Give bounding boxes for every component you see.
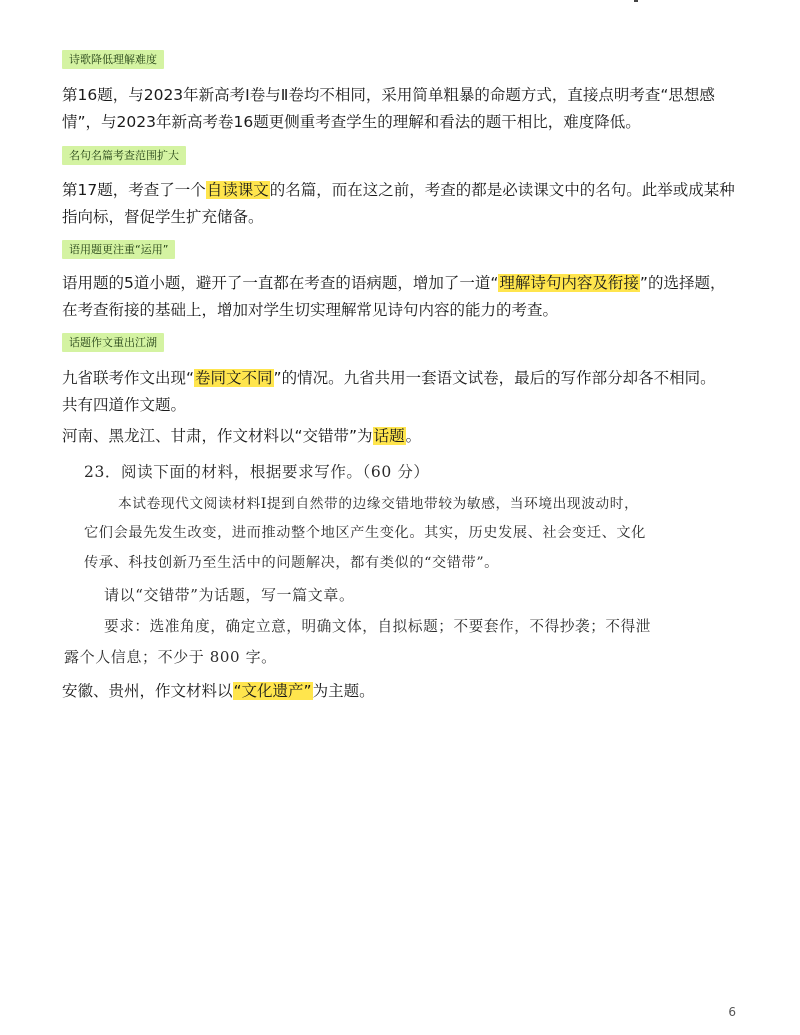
paragraph-line: 在考查衔接的基础上，增加对学生切实理解常见诗句内容的能力的考查。: [62, 301, 559, 319]
question-requirements: 要求：选准角度，确定立意，明确文体，自拟标题；不要套作，不得抄袭；不得泄: [104, 618, 651, 635]
question-instruction: 请以“交错带”为话题，写一篇文章。: [104, 586, 355, 604]
top-edge-mark: [634, 0, 638, 2]
section-tag-famous-lines: 名句名篇考查范围扩大: [62, 146, 186, 165]
question-material-line: 它们会最先发生改变，进而推动整个地区产生变化。其实，历史发展、社会变迁、文化: [84, 525, 646, 541]
text-segment: 安徽、贵州，作文材料以: [62, 682, 233, 700]
text-segment: 九省联考作文出现“: [62, 369, 195, 387]
paragraph-line: 共有四道作文题。: [62, 396, 187, 414]
question-material-line: 本试卷现代文阅读材料Ⅰ提到自然带的边缘交错地带较为敏感，当环境出现波动时，: [118, 496, 639, 512]
paragraph-line: 指向标，督促学生扩充储备。: [62, 208, 264, 226]
paragraph-anhui: [62, 678, 742, 705]
text-segment: 语用题的5道小题，避开了一直都在考查的语病题，增加了一道“: [62, 274, 499, 292]
paragraph-line: 第16题，与2023年新高考Ⅰ卷与Ⅱ卷均不相同，采用简单粗暴的命题方式，直接点明考查“思想感: [62, 86, 715, 104]
highlight-same-paper: 卷同文不同: [195, 369, 273, 387]
paragraph-line: 情”，与2023年新高考卷16题更侧重考查学生的理解和看法的题干相比，难度降低。: [62, 113, 641, 131]
text-segment: 河南、黑龙江、甘肃，作文材料以“交错带”为: [62, 427, 373, 445]
paragraph-topic-essay: [62, 365, 742, 419]
question-heading: 23．阅读下面的材料，根据要求写作。（60 分）: [84, 463, 430, 481]
text-segment: 。: [405, 427, 422, 445]
page-number: 6: [728, 1005, 736, 1019]
paragraph-henan: [62, 423, 742, 450]
text-segment: 为主题。: [312, 682, 375, 700]
question-requirements: 露个人信息；不少于 800 字。: [64, 648, 277, 666]
text-segment: ”的选择题，: [639, 274, 726, 292]
highlight-cultural-heritage: “文化遗产”: [233, 682, 312, 700]
question-material-line: 传承、科技创新乃至生活中的问题解决，都有类似的“交错带”。: [84, 555, 499, 571]
section-tag-poetry: 诗歌降低理解难度: [62, 50, 164, 69]
section-tag-language-use: 语用题更注重“运用”: [62, 240, 175, 259]
paragraph-language-use: [62, 270, 742, 324]
section-tag-topic-essay: 话题作文重出江湖: [62, 333, 164, 352]
paragraph-famous-lines: [62, 177, 742, 231]
text-segment: 第17题，考查了一个: [62, 181, 206, 199]
text-segment: ”的情况。九省共用一套语文试卷，最后的写作部分却各不相同。: [273, 369, 716, 387]
paragraph-poetry: [62, 82, 742, 136]
highlight-poem-comprehension: 理解诗句内容及衔接: [499, 274, 639, 292]
highlight-self-reading: 自读课文: [206, 181, 269, 199]
text-segment: 的名篇，而在这之前，考查的都是必读课文中的名句。此举或成某种: [269, 181, 735, 199]
highlight-topic: 话题: [373, 427, 405, 445]
